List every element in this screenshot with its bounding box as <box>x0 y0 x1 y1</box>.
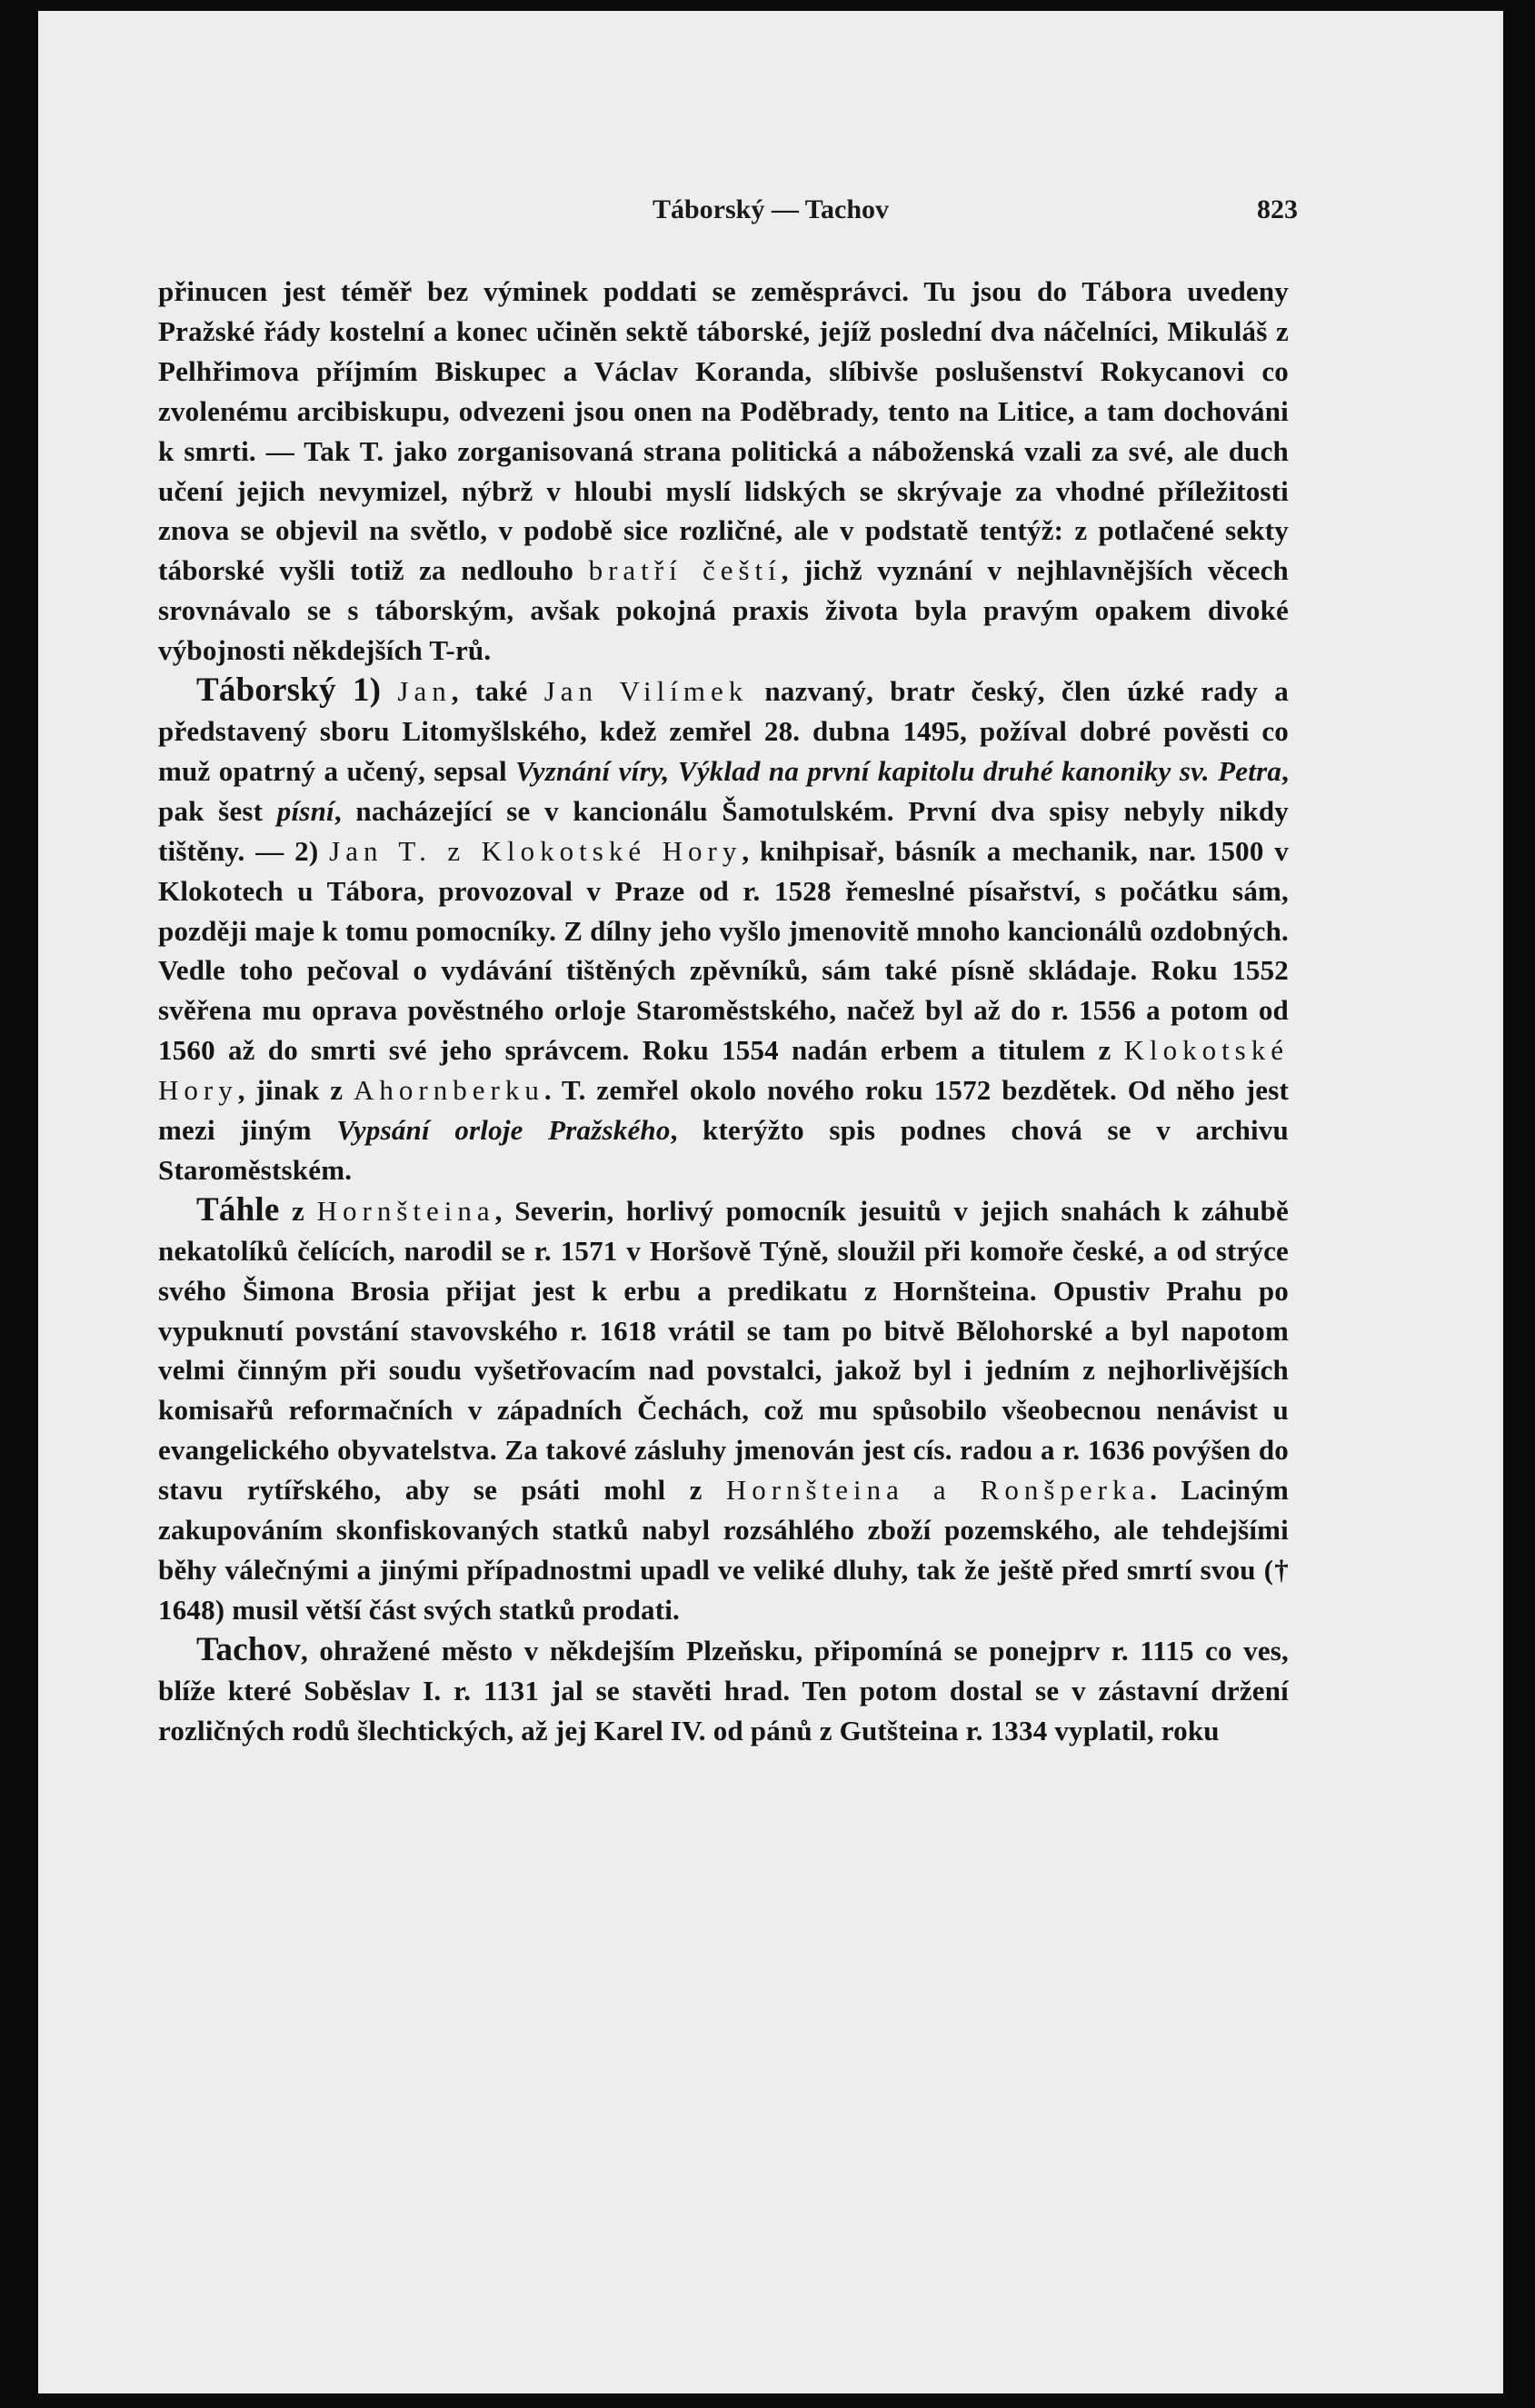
running-header <box>38 194 1503 231</box>
entry-taborsky: Táborský 1) Jan, také Jan Vilímek nazvaný, bratr český, člen úzké rady a představený sboru Litomyšlského, kdež zemřel 28. dubna 1495, požíval dobré pověsti co muž opatrný a učený, sepsal Vyznání víry, Výklad na první kapitolu druhé kanoniky sv. Petra, pak šest písní, nacházející se v kancionálu Šamotulském. První dva spisy nebyly nikdy tištěny. — 2) Jan T. z Klokotské Hory, knihpisař, básník a mechanik, nar. 1500 v Klokotech u Tábora, provozoval v Praze od r. 1528 řemeslné písařství, s počátku sám, později maje k tomu pomocníky. Z dílny jeho vyšlo jmenovitě mnoho kancionálů ozdobných. Vedle toho pečoval o vydávání tištěných zpěvníků, sám také písně skládaje. Roku 1552 svěřena mu oprava pověstného orloje Staroměstského, načež byl až do r. 1556 a potom od 1560 až do smrti své jeho správcem. Roku 1554 nadán erbem a titulem z Klokotské Hory, jinak z Ahornberku. T. zemřel okolo nového roku 1572 bezdětek. Od něho jest mezi jiným Vypsání orloje Pražského, kterýžto spis podnes chová se v archivu Staroměstském. <box>158 672 1290 1186</box>
running-title: Táborský — Tachov <box>652 194 890 224</box>
entry-tahle: Táhle z Hornšteina, Severin, horlivý pomocník jesuitů v jejich snahách k záhubě nekatolíků čelících, narodil se r. 1571 v Horšově Týně, sloužil při komoře české, a od strýce svého Šimona Brosia přijat jest k erbu a predikatu z Hornšteina. Opustiv Prahu po vypuknutí povstání stavovského r. 1618 vrátil se tam po bitvě Bělohorské a byl napotom velmi činným při soudu vyšetřovacím nad povstalci, jakož byl i jedním z nejhorlivějších komisařů reformačních v západních Čechách, což mu spůsobilo všeobecnou nenávist u evangelického obyvatelstva. Za takové zásluhy jmenován jest cís. radou a r. 1636 povýšen do stavu rytířského, aby se psáti mohl z Hornšteina a Ronšperka. Laciným zakupováním skonfiskovaných statků nabyl rozsáhlého zboží pozemského, ale tehdejšími běhy válečnými a jinými případnostmi upadl ve veliké dluhy, tak že ještě před smrtí svou († 1648) musil větší část svých statků prodati. <box>158 1190 1290 1626</box>
entry-tachov: Tachov, ohražené město v někdejším Plzeňsku, připomíná se ponejprv r. 1115 co ves, blíže které Soběslav I. r. 1131 jal se stavěti hrad. Ten potom dostal se v zástavní držení rozličných rodů šlechtických, až jej Karel IV. od pánů z Gutšteina r. 1334 vyplatil, roku <box>158 1630 1289 1746</box>
body-text <box>158 272 1289 1751</box>
page-number: 823 <box>1257 194 1298 224</box>
spaced-term: bratří čeští <box>588 554 782 587</box>
entry-headword: Tachov <box>196 1630 301 1668</box>
page <box>38 11 1503 2393</box>
entry-headword: Táhle <box>196 1190 280 1229</box>
paragraph-continuation: přinucen jest téměř bez výminek poddati se zeměsprávci. Tu jsou do Tábora uvedeny Pražské řády kostelní a konec učiněn sektě táborské, jejíž poslední dva náčelníci, Mikuláš z Pelhřimova příjmím Biskupec a Václav Koranda, slíbivše poslušenství Rokycanovi co zvolenému arcibiskupu, odvezeni jsou onen na Poděbrady, tento na Litice, a tam dochováni k smrti. — Tak T. jako zorganisovaná strana politická a náboženská vzali za své, ale duch učení jejich nevymizel, nýbrž v hloubi myslí lidských se skrývaje za vhodné příležitosti znova se objevil na světlo, v podobě sice rozličné, ale v podstatě tentýž: z potlačené sekty táborské vyšli totiž za nedlouho bratří čeští, jichž vyznání v nejhlavnějších věcech srovnávalo se s táborským, avšak pokojná praxis života byla pravým opakem divoké výbojnosti někdejších T-rů. <box>158 275 1289 667</box>
entry-headword: Táborský <box>196 672 336 710</box>
work-title: Vyznání víry, Výklad na první kapitolu druhé kanoniky sv. Petra <box>515 754 1282 787</box>
